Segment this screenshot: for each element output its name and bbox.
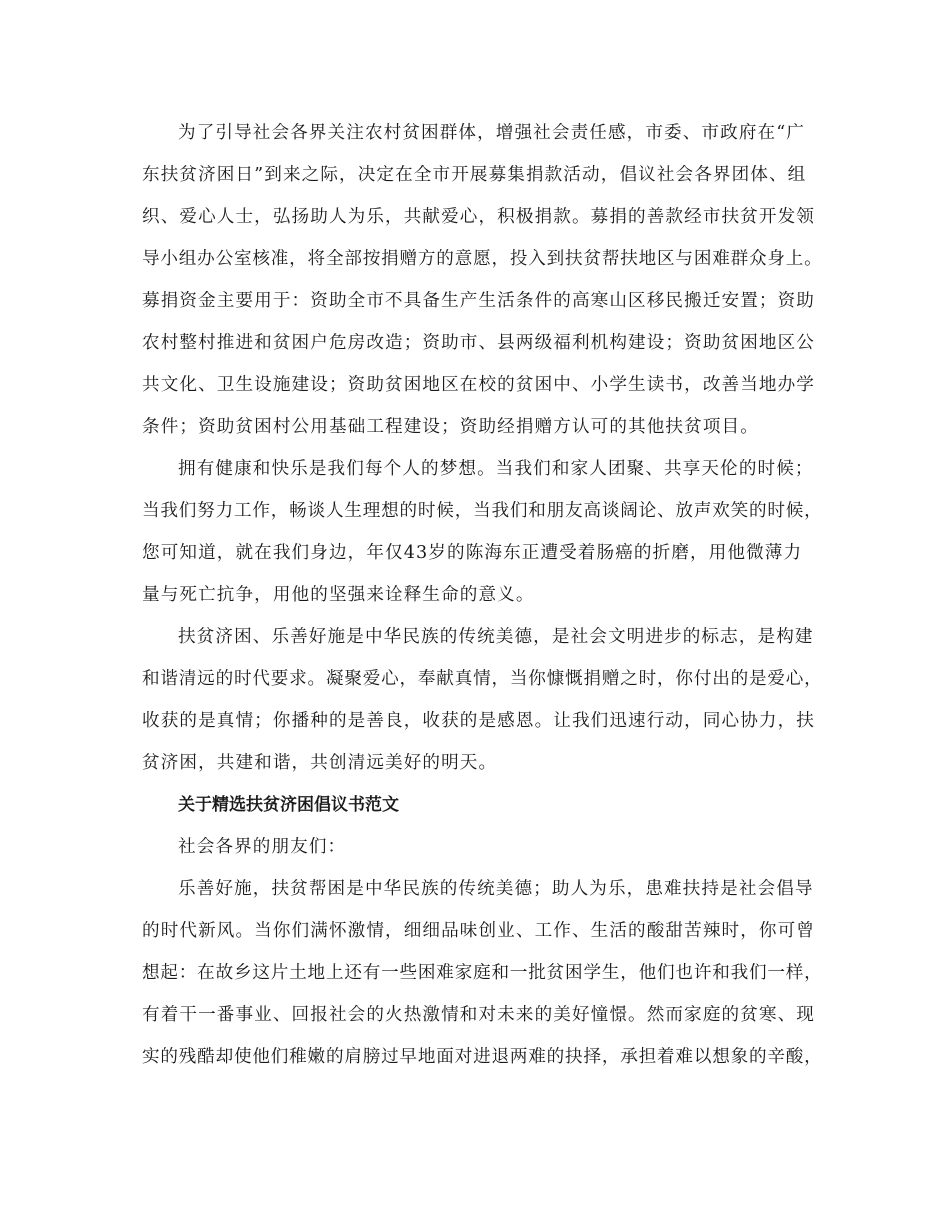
text-line: 农村整村推进和贫困户危房改造；资助市、县两级福利机构建设；资助贫困地区公 — [142, 333, 815, 353]
text-line: 条件；资助贫困村公用基础工程建设；资助经捐赠方认可的其他扶贫项目。 — [142, 417, 759, 437]
text-line: 东扶贫济困日”到来之际，决定在全市开展募集捐款活动，倡议社会各界团体、组 — [142, 165, 807, 185]
text-line: 贫济困，共建和谐，共创清远美好的明天。 — [142, 753, 498, 773]
text-line: 您可知道，就在我们身边，年仅43岁的陈海东正遭受着肠癌的折磨，用他微薄力 — [142, 543, 803, 563]
text-line: 收获的是真情；你播种的是善良，收获的是感恩。让我们迅速行动，同心协力，扶 — [142, 711, 815, 731]
section-heading: 关于精选扶贫济困倡议书范文 — [178, 795, 399, 815]
text-line: 募捐资金主要用于：资助全市不具备生产生活条件的高寒山区移民搬迁安置；资助 — [142, 291, 815, 311]
text-line: 和谐清远的时代要求。凝聚爱心，奉献真情，当你慷慨捐赠之时，你付出的是爱心， — [142, 669, 823, 689]
text-line: 的时代新风。当你们满怀激情，细细品味创业、工作、生活的酸甜苦辣时，你可曾 — [142, 921, 815, 941]
salutation: 社会各界的朋友们： — [178, 837, 347, 857]
text-line: 量与死亡抗争，用他的坚强来诠释生命的意义。 — [142, 585, 535, 605]
text-line: 乐善好施，扶贫帮困是中华民族的传统美德；助人为乐，患难扶持是社会倡导 — [178, 879, 814, 899]
text-line: 导小组办公室核准，将全部按捐赠方的意愿，投入到扶贫帮扶地区与困难群众身上。 — [142, 249, 823, 269]
text-line: 拥有健康和快乐是我们每个人的梦想。当我们和家人团聚、共享天伦的时候； — [178, 459, 814, 479]
paragraph-1 — [142, 112, 824, 448]
text-line: 有着干一番事业、回报社会的火热激情和对未来的美好憧憬。然而家庭的贫寒、现 — [142, 1005, 815, 1025]
paragraph-3 — [142, 616, 824, 784]
text-line: 织、爱心人士，弘扬助人为乐，共献爱心，积极捐款。募捐的善款经市扶贫开发领 — [142, 207, 815, 227]
text-line: 为了引导社会各界关注农村贫困群体，增强社会责任感，市委、市政府在“广 — [178, 123, 805, 143]
text-line: 当我们努力工作，畅谈人生理想的时候，当我们和朋友高谈阔论、放声欢笑的时候， — [142, 501, 823, 521]
document-body — [142, 112, 824, 1078]
text-line: 扶贫济困、乐善好施是中华民族的传统美德，是社会文明进步的标志，是构建 — [178, 627, 814, 647]
text-line: 想起：在故乡这片土地上还有一些困难家庭和一批贫困学生，他们也许和我们一样， — [142, 963, 823, 983]
text-line: 实的残酷却使他们稚嫩的肩膀过早地面对进退两难的抉择，承担着难以想象的辛酸， — [142, 1047, 823, 1067]
paragraph-4 — [142, 868, 824, 1078]
paragraph-2 — [142, 448, 824, 616]
text-line: 共文化、卫生设施建设；资助贫困地区在校的贫困中、小学生读书，改善当地办学 — [142, 375, 815, 395]
